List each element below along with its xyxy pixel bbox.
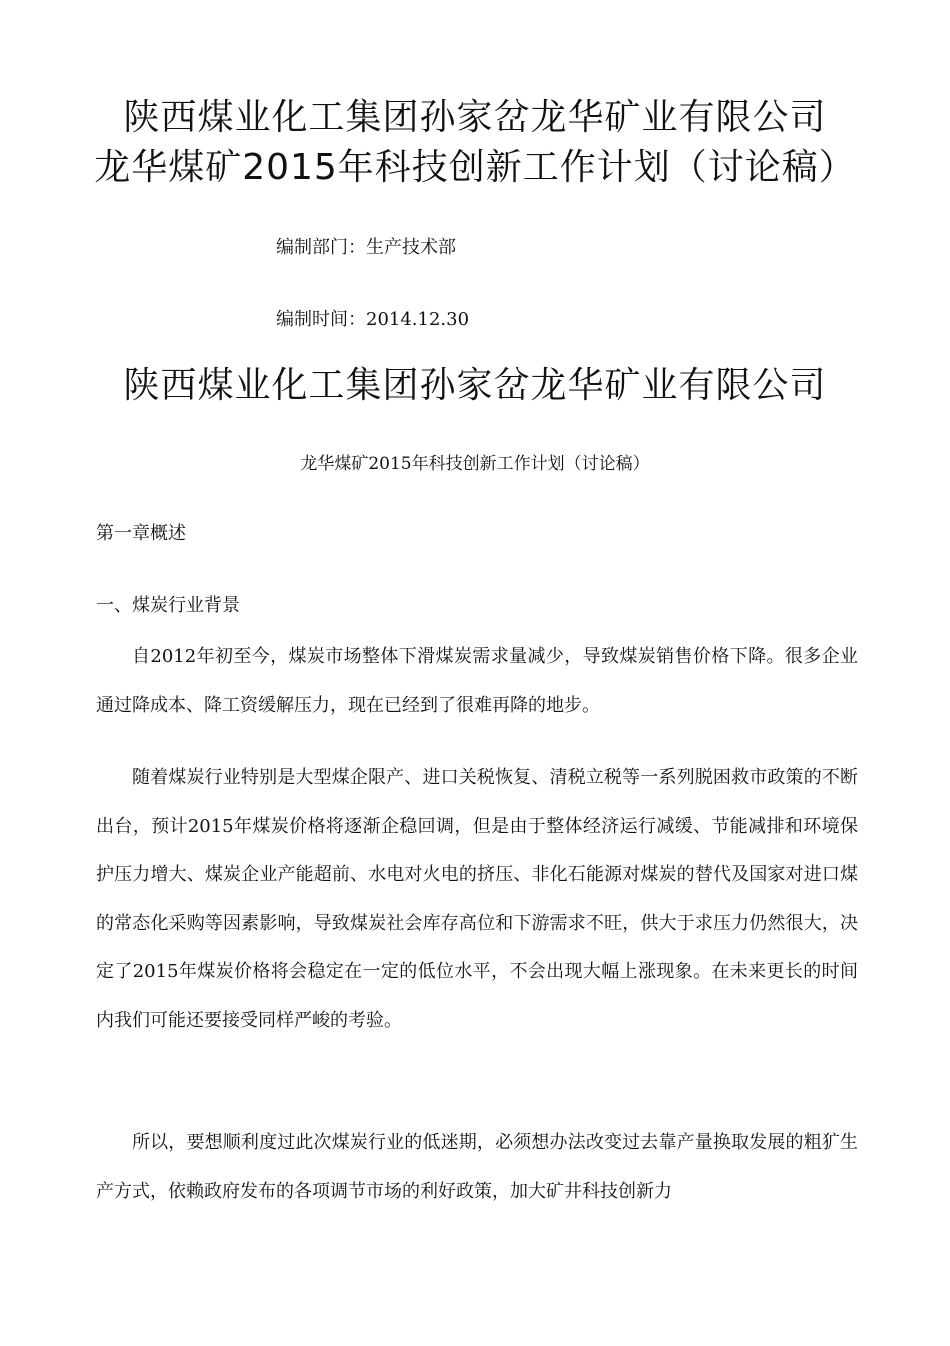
prepared-date: 编制时间：2014.12.30 (276, 309, 470, 330)
body-paragraph: 随着煤炭行业特别是大型煤企限产、进口关税恢复、清税立税等一系列脱困救市政策的不断出台，预计2015年煤炭价格将逐渐企稳回调，但是由于整体经济运行减缓、节能减排和环境保护压力增大、煤炭企业产能超前、水电对火电的挤压、非化石能源对煤炭的替代及国家对进口煤的常态化采购等因素影响，导致煤炭社会库存高位和下游需求不旺，供大于求压力仍然很大，决定了2015年煤炭价格将会稳定在一定的低位水平，不会出现大幅上涨现象。在未来更长的时间内我们可能还要接受同样严峻的考验。 (96, 767, 858, 1031)
document-title-line-2: 龙华煤矿2015年科技创新工作计划（讨论稿） (94, 147, 856, 188)
body-paragraph: 所以，要想顺利度过此次煤炭行业的低迷期，必须想办法改变过去靠产量换取发展的粗犷生产方式，依赖政府发布的各项调节市场的利好政策，加大矿井科技创新力 (96, 1132, 858, 1202)
prepared-by-department: 编制部门：生产技术部 (276, 237, 456, 258)
body-paragraph: 自2012年初至今，煤炭市场整体下滑煤炭需求量减少，导致煤炭销售价格下降。很多企业通过降成本、降工资缓解压力，现在已经到了很难再降的地步。 (96, 646, 858, 716)
chapter-heading: 第一章概述 (96, 523, 186, 544)
section-heading: 一、煤炭行业背景 (96, 595, 240, 616)
document-subtitle: 龙华煤矿2015年科技创新工作计划（讨论稿） (300, 454, 650, 474)
document-title-line-1: 陕西煤业化工集团孙家岔龙华矿业有限公司 (123, 97, 827, 138)
company-name-heading: 陕西煤业化工集团孙家岔龙华矿业有限公司 (123, 365, 827, 406)
